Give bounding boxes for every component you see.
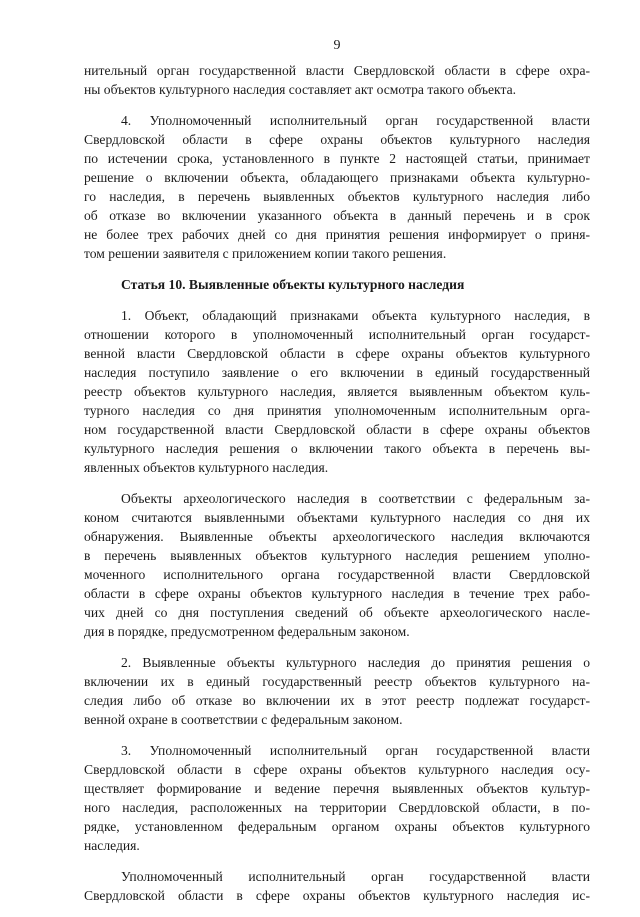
text-line: венной охране в соответствии с федеральным законом. [84,712,403,727]
text-line: Объекты археологического наследия в соответствии с федеральным за- [121,491,590,506]
text-line: реестр объектов культурного наследия, является выявленным объектом куль- [84,384,590,399]
text-line: ном государственной власти Свердловской области в сфере охраны объектов [84,422,590,437]
text-line: моченного исполнительного органа государственной власти Свердловской [84,567,590,582]
document-body [84,61,590,917]
text-line: об отказе во включении указанного объекта в данный перечень и в срок [84,208,590,223]
text-line: 1. Объект, обладающий признаками объекта культурного наследия, в [121,308,590,323]
text-line: области в сфере охраны объектов культурного наследия в течение трех рабо- [84,586,590,601]
text-line: нительный орган государственной власти Свердловской области в сфере охра- [84,63,590,78]
text-line: том решении заявителя с приложением копии такого решения. [84,246,447,261]
text-line: обнаружения. Выявленные объекты археологического наследия включаются [84,529,590,544]
text-line: в перечень выявленных объектов культурного наследия решением уполно- [84,548,590,563]
page-number: 9 [333,38,341,53]
text-line: Свердловской области в сфере охраны объектов культурного наследия ис- [84,888,590,903]
text-line: явленных объектов культурного наследия. [84,460,329,475]
text-line: Уполномоченный исполнительный орган государственной власти [121,869,590,884]
paragraph [84,111,590,263]
text-line: Свердловской области в сфере охраны объектов культурного наследия [84,132,590,147]
paragraph [84,306,590,477]
text-line: дия в порядке, предусмотренном федеральным законом. [84,624,410,639]
text-line: следия либо об отказе во включении их в этот реестр подлежат государст- [84,693,590,708]
text-line: наследия поступило заявление о его включении в единый государственный [84,365,590,380]
paragraph [84,653,590,729]
text-line: ного наследия, расположенных на территории Свердловской области, в по- [84,800,590,815]
paragraph-gap [84,99,590,111]
paragraph [84,741,590,855]
paragraph-gap [84,905,590,917]
paragraph [84,61,590,99]
text-line: не более трех рабочих дней со дня принятия решения информирует о приня- [84,227,590,242]
text-line: Свердловской области в сфере охраны объектов культурного наследия осу- [84,762,590,777]
text-line: ществляет формирование и ведение перечня выявленных объектов культур- [84,781,590,796]
text-line: наследия. [84,838,140,853]
paragraph [84,867,590,905]
paragraph-gap [84,477,590,489]
paragraph-gap [84,729,590,741]
text-line: отношении которого в уполномоченный исполнительный орган государст- [84,327,590,342]
text-line: культурного наследия решения о включении такого объекта в перечень вы- [84,441,590,456]
text-line: венной власти Свердловской области в сфере охраны объектов культурного [84,346,590,361]
text-line: ны объектов культурного наследия составляет акт осмотра такого объекта. [84,82,516,97]
paragraphs-after-heading [84,306,590,917]
article-heading: Статья 10. Выявленные объекты культурного наследия [121,277,465,292]
text-line: 2. Выявленные объекты культурного наследия до принятия решения о [121,655,590,670]
text-line: коном считаются выявленными объектами культурного наследия со дня их [84,510,590,525]
paragraphs-before-heading [84,61,590,275]
text-line: включении их в единый государственный реестр объектов культурного на- [84,674,590,689]
text-line: рядке, установленном федеральным органом охраны объектов культурного [84,819,590,834]
text-line: го наследия, в перечень выявленных объектов культурного наследия либо [84,189,590,204]
paragraph-gap [84,263,590,275]
paragraph [84,489,590,641]
text-line: по истечении срока, установленного в пункте 2 настоящей статьи, принимает [84,151,590,166]
text-line: чих дней со дня поступления сведений об объекте археологического насле- [84,605,590,620]
text-line: турного наследия со дня принятия уполномоченным исполнительным орга- [84,403,590,418]
text-line: 3. Уполномоченный исполнительный орган государственной власти [121,743,590,758]
paragraph-gap [84,641,590,653]
text-line: решение о включении объекта, обладающего признаками объекта культурно- [84,170,590,185]
paragraph-gap [84,855,590,867]
text-line: 4. Уполномоченный исполнительный орган государственной власти [121,113,590,128]
